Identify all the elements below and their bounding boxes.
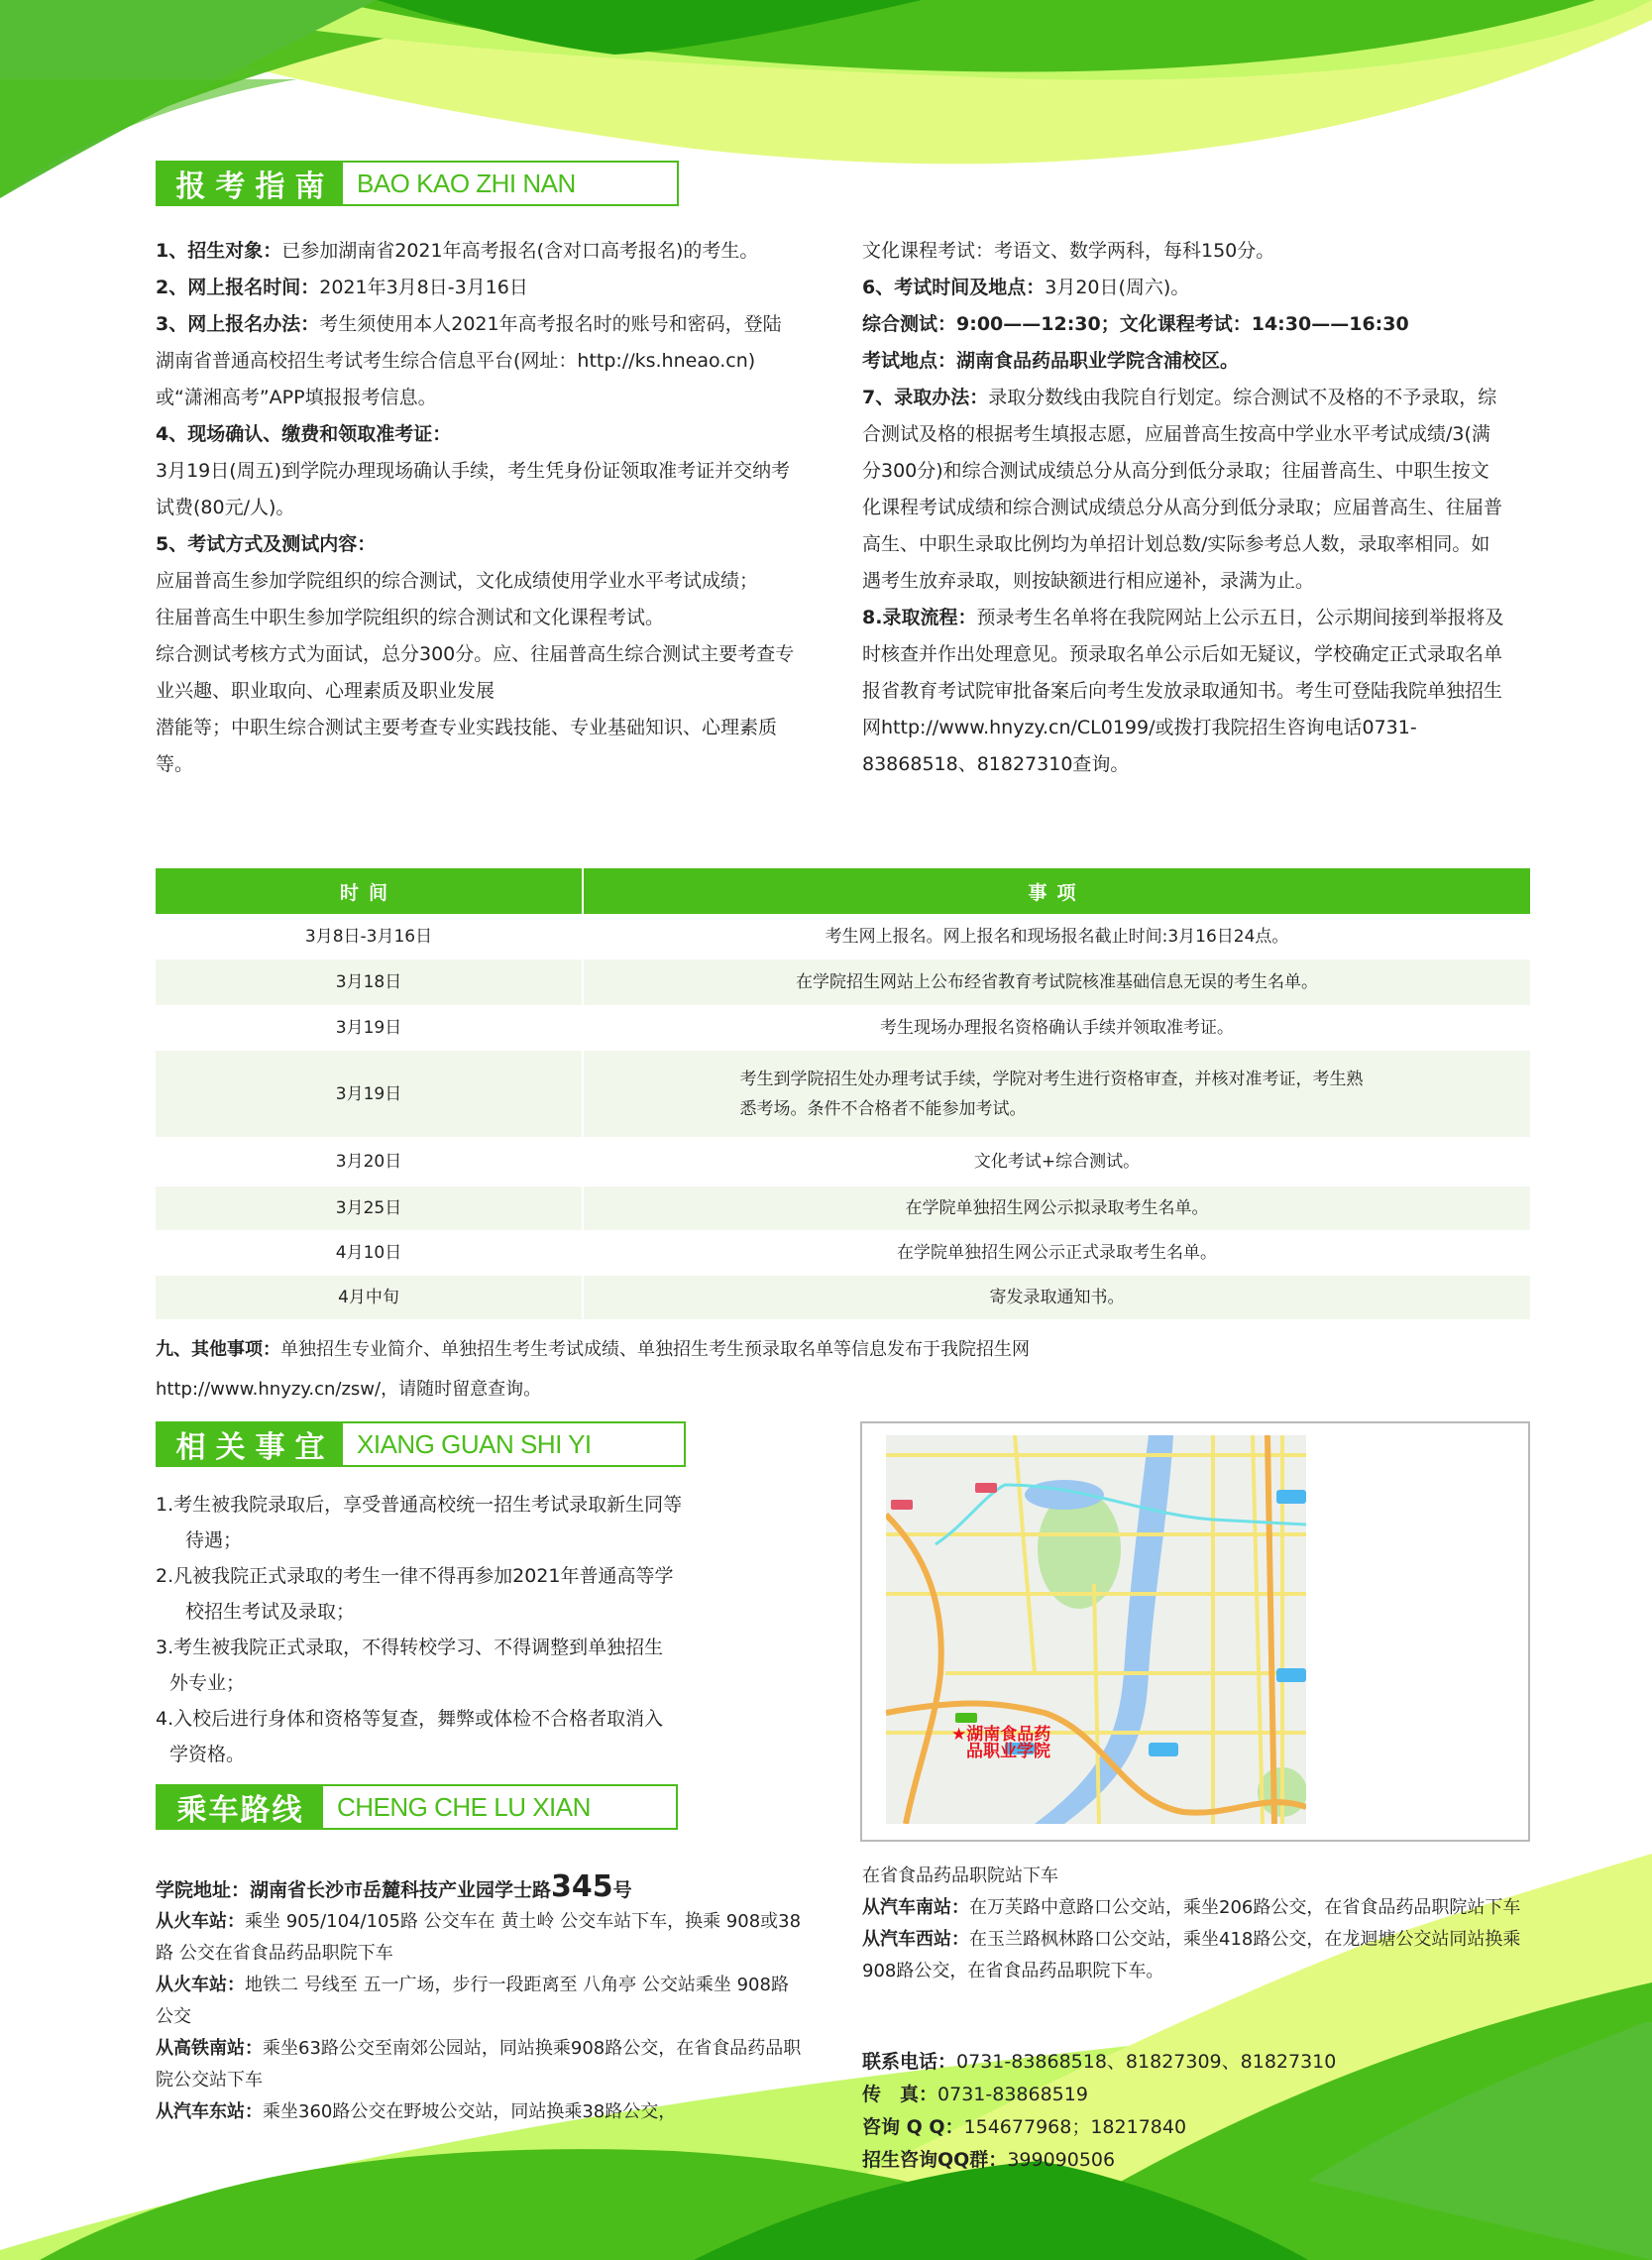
section-header-baokao	[156, 161, 679, 206]
related-item-3: 3.考生被我院正式录取，不得转校学习、不得调整到单独招生 外专业；	[156, 1637, 664, 1694]
map-graphic	[886, 1435, 1306, 1824]
contact-fax: 传 真：0731-83868519	[862, 2084, 1088, 2105]
section-title-en: BAO KAO ZHI NAN	[357, 168, 576, 198]
route-item: 在省食品药品职院站下车	[862, 1865, 1058, 1886]
schedule-table	[156, 868, 1530, 1319]
other-notes-link[interactable]: http://www.hnyzy.cn/zsw/，请随时留意查询。	[156, 1379, 542, 1400]
exam-times: 综合测试：9:00——12:30；文化课程考试：14:30——16:30	[862, 313, 1409, 335]
guide-item-8: 8.录取流程：预录考生名单将在我院网站上公示五日，公示期间接到举报将及时核查并作出处理意见。预录取名单公示后如无疑议，学校确定正式录取名单报省教育考试院审批备案后向考生发放录取通知书。考生可登陆我院单独招生网http://www.hnyzy.cn/CL0199/或拨打我院招生咨询电话0731-83868518、81827310查询。	[862, 607, 1504, 775]
route-item: 从高铁南站：乘坐63路公交至南郊公园站，同站换乘908路公交，在省食品药品职院公交站下车	[156, 2038, 802, 2090]
table-row: 4月10日 在学院单独招生网公示正式录取考生名单。	[156, 1230, 1530, 1276]
guide-item-6: 6、考试时间及地点：3月20日(周六)。	[862, 277, 1190, 298]
table-row: 4月中旬 寄发录取通知书。	[156, 1276, 1530, 1319]
related-items	[156, 1487, 810, 1772]
route-item: 从火车站：地铁二 号线至 五一广场，步行一段距离至 八角亭 公交站乘坐 908路 公交	[156, 1975, 789, 2027]
section-title-cn: 乘车路线	[158, 1786, 323, 1828]
guide-item-7: 7、录取办法：录取分数线由我院自行划定。综合测试不及格的不予录取，综合测试及格的根据考生填报志愿，应届普高生按高中学业水平考试成绩/3(满分300分)和综合测试成绩总分从高分到低分录取；往届普高生、中职生按文化课程考试成绩和综合测试成绩总分从高分到低分录取；应届普高生、往届普高生、中职生录取比例均为单招计划总数/实际参考总人数，录取率相同。如遇考生放弃录取，则按缺额进行相应递补，录满为止。	[862, 387, 1503, 592]
related-item-4: 4.入校后进行身体和资格等复查，舞弊或体检不合格者取消入 学资格。	[156, 1708, 664, 1765]
table-row: 3月20日 文化考试+综合测试。	[156, 1137, 1530, 1186]
section-header-xiangguan	[156, 1421, 686, 1467]
map-image	[886, 1435, 1306, 1824]
guide-item-1: 1、招生对象：已参加湖南省2021年高考报名(含对口高考报名)的考生。	[156, 240, 759, 262]
section-title-en: CHENG CHE LU XIAN	[337, 1791, 591, 1822]
guide-item-4-title: 4、现场确认、缴费和领取准考证：	[156, 423, 452, 445]
star-icon: ★	[951, 1725, 967, 1745]
contact-qq-group: 招生咨询QQ群：399090506	[862, 2149, 1116, 2171]
other-notes: 九、其他事项：单独招生专业简介、单独招生考生考试成绩、单独招生考生预录取名单等信息发布于我院招生网 http://www.hnyzy.cn/zsw/，请随时留意查询。	[156, 1330, 1523, 1410]
other-notes-label: 九、其他事项：	[156, 1339, 280, 1360]
guide-item-4-text: 3月19日(周五)到学院办理现场确认手续，考生凭身份证领取准考证并交纳考试费(80元/人)。	[156, 460, 791, 518]
route-item: 从汽车东站：乘坐360路公交在野坡公交站，同站换乘38路公交，	[156, 2101, 677, 2122]
school-location-marker[interactable]: ★湖南食品药 品职业学院	[951, 1725, 1051, 1761]
guide-item-5-text-b: 往届普高生中职生参加学院组织的综合测试和文化课程考试。	[156, 607, 665, 628]
guide-item-5-cont: 文化课程考试：考语文、数学两科，每科150分。	[862, 240, 1275, 262]
exam-location: 考试地点：湖南食品药品职业学院含浦校区。	[862, 350, 1240, 372]
guide-right-column	[862, 233, 1506, 783]
related-item-1: 1.考生被我院录取后，享受普通高校统一招生考试录取新生同等 待遇；	[156, 1494, 683, 1551]
guide-left-column	[156, 233, 798, 783]
guide-item-5-text-d: 潜能等；中职生综合测试主要考查专业实践技能、专业基础知识、心理素质等。	[156, 717, 778, 775]
related-item-2: 2.凡被我院正式录取的考生一律不得再参加2021年普通高等学 校招生考试及录取；	[156, 1565, 674, 1623]
guide-item-3: 3、网上报名办法：考生须使用本人2021年高考报名时的账号和密码，登陆湖南省普通高校招生考试考生综合信息平台(网址：http://ks.hneao.cn)或“潇湘高考”APP填报报考信息。	[156, 313, 782, 408]
contact-phone: 联系电话：0731-83868518、81827309、81827310	[862, 2051, 1337, 2073]
routes-right	[862, 1861, 1526, 1987]
guide-item-5-text-a: 应届普高生参加学院组织的综合测试，文化成绩使用学业水平考试成绩；	[156, 570, 759, 592]
schedule-header-row	[156, 868, 1530, 914]
section-title-cn: 相关事宜	[158, 1423, 343, 1465]
section-header-chengche	[156, 1784, 678, 1830]
table-row: 3月8日-3月16日 考生网上报名。网上报名和现场报名截止时间:3月16日24点。	[156, 914, 1530, 960]
contact-qq: 咨询 Q Q：154677968；18217840	[862, 2116, 1187, 2138]
school-address: 学院地址：湖南省长沙市岳麓科技产业园学士路345号	[156, 1869, 632, 1904]
campus-map[interactable]	[860, 1421, 1530, 1842]
route-item: 从汽车西站：在玉兰路枫林路口公交站，乘坐418路公交，在龙迴塘公交站同站换乘908路公交，在省食品药品职院下车。	[862, 1929, 1521, 1981]
table-row: 3月18日 在学院招生网站上公布经省教育考试院核准基础信息无误的考生名单。	[156, 960, 1530, 1005]
header-time: 时间	[156, 868, 583, 914]
contact-info	[862, 2046, 1496, 2177]
guide-item-5-text-c: 综合测试考核方式为面试，总分300分。应、往届普高生综合测试主要考查专业兴趣、职业取向、心理素质及职业发展	[156, 643, 795, 702]
guide-item-5-title: 5、考试方式及测试内容：	[156, 533, 377, 555]
section-title-en: XIANG GUAN SHI YI	[357, 1428, 592, 1459]
route-item: 从火车站：乘坐 905/104/105路 公交车在 黄土岭 公交车站下车，换乘 908或38路 公交在省食品药品职院下车	[156, 1911, 802, 1964]
guide-item-2: 2、网上报名时间：2021年3月8日-3月16日	[156, 277, 528, 298]
table-row: 3月19日 考生到学院招生处办理考试手续，学院对考生进行资格审查，并核对准考证，考生熟悉考场。条件不合格者不能参加考试。	[156, 1051, 1530, 1137]
table-row: 3月25日 在学院单独招生网公示拟录取考生名单。	[156, 1186, 1530, 1230]
route-item: 从汽车南站：在万芙路中意路口公交站，乘坐206路公交，在省食品药品职院站下车	[862, 1897, 1521, 1918]
routes-left	[156, 1871, 810, 2128]
table-row: 3月19日 考生现场办理报名资格确认手续并领取准考证。	[156, 1005, 1530, 1051]
header-item: 事项	[583, 868, 1530, 914]
section-title-cn: 报考指南	[158, 163, 343, 204]
